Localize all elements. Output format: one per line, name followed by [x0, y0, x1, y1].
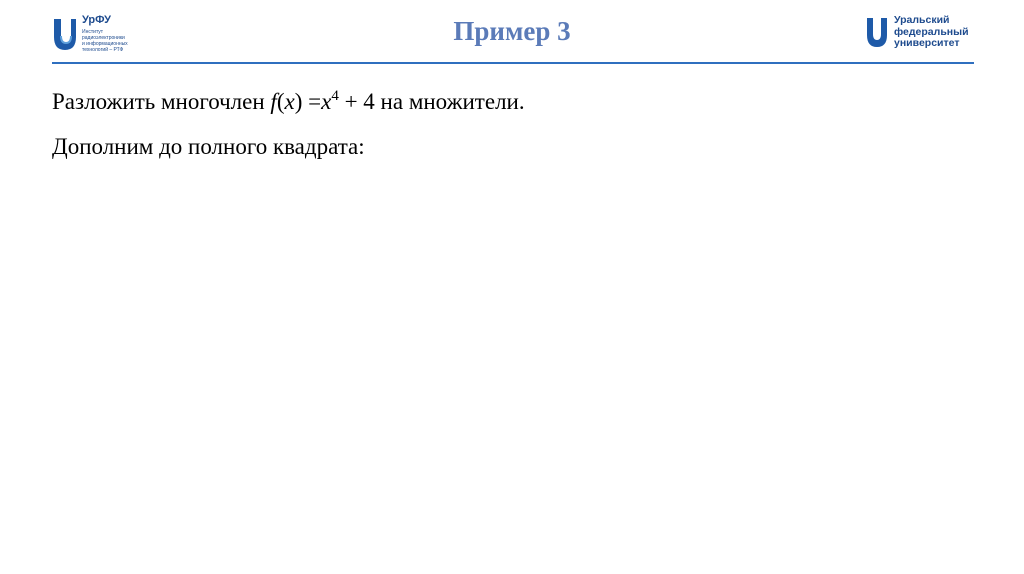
university-name-line: Уральский	[894, 14, 950, 26]
power-exponent: 4	[331, 88, 339, 104]
institute-name-line: радиоэлектроники	[82, 35, 125, 41]
paren-close: )	[294, 89, 303, 114]
function-variable: x	[284, 89, 295, 114]
task-suffix: + 4 на множители.	[338, 89, 525, 114]
institute-name-line: Институт	[82, 29, 104, 35]
task-prefix: Разложить многочлен	[52, 89, 271, 114]
logo-abbreviation: УрФУ	[82, 14, 111, 26]
university-name	[894, 15, 969, 50]
university-name-line: университет	[894, 37, 960, 49]
urfu-u-mark-icon	[866, 16, 888, 50]
power-base: x	[321, 89, 332, 114]
header-divider	[52, 62, 974, 64]
institute-name-line: технологий – РТФ	[82, 47, 124, 53]
equals-sign: =	[302, 89, 322, 114]
solution-step: Дополним до полного квадрата:	[52, 134, 365, 159]
paren-open: (	[276, 89, 285, 114]
university-logo	[866, 15, 986, 55]
slide-title: Пример 3	[453, 16, 571, 46]
function-name: f	[270, 89, 277, 114]
university-name-line: федеральный	[894, 25, 969, 38]
task-statement	[52, 89, 525, 115]
institute-name-line: и информационных	[82, 41, 128, 47]
